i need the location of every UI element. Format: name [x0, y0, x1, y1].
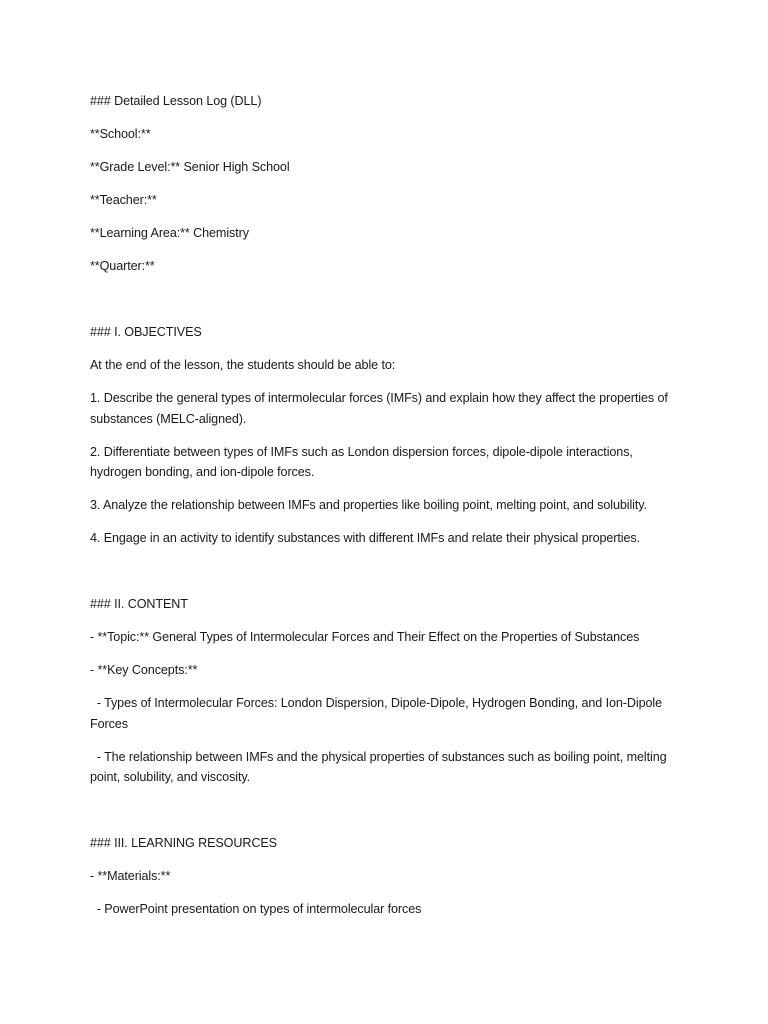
field-quarter: **Quarter:** [90, 259, 155, 273]
objectives-heading: ### I. OBJECTIVES [90, 325, 202, 339]
objective-item: 2. Differentiate between types of IMFs such as London dispersion forces, dipole-dipole interactions, hydrogen bonding, and ion-dipole forces. [90, 444, 637, 479]
section-spacer [90, 561, 682, 594]
section-spacer [90, 800, 682, 833]
objective-item: 1. Describe the general types of intermolecular forces (IMFs) and explain how they affect the properties of substances (MELC-aligned). [90, 391, 672, 426]
resources-materials: - **Materials:** [90, 869, 171, 883]
key-concept-item: - Types of Intermolecular Forces: London Dispersion, Dipole-Dipole, Hydrogen Bonding, and Ion-Dipole Forces [90, 696, 666, 731]
field-school: **School:** [90, 127, 151, 141]
objective-item: 3. Analyze the relationship between IMFs and properties like boiling point, melting point, and solubility. [90, 498, 647, 512]
content-topic: - **Topic:** General Types of Intermolecular Forces and Their Effect on the Properties of Substances [90, 630, 640, 644]
document-page [90, 91, 682, 932]
field-learning-area: **Learning Area:** Chemistry [90, 226, 249, 240]
field-teacher: **Teacher:** [90, 193, 157, 207]
objective-item: 4. Engage in an activity to identify substances with different IMFs and relate their physical properties. [90, 531, 640, 545]
field-grade-level: **Grade Level:** Senior High School [90, 160, 290, 174]
content-key-concepts: - **Key Concepts:** [90, 663, 198, 677]
resources-heading: ### III. LEARNING RESOURCES [90, 836, 277, 850]
document-title: ### Detailed Lesson Log (DLL) [90, 94, 262, 108]
section-spacer [90, 289, 682, 322]
key-concept-item: - The relationship between IMFs and the physical properties of substances such as boiling point, melting point, solubility, and viscosity. [90, 749, 670, 784]
content-heading: ### II. CONTENT [90, 597, 188, 611]
objectives-intro: At the end of the lesson, the students should be able to: [90, 358, 396, 372]
resource-item: - PowerPoint presentation on types of intermolecular forces [90, 902, 422, 916]
